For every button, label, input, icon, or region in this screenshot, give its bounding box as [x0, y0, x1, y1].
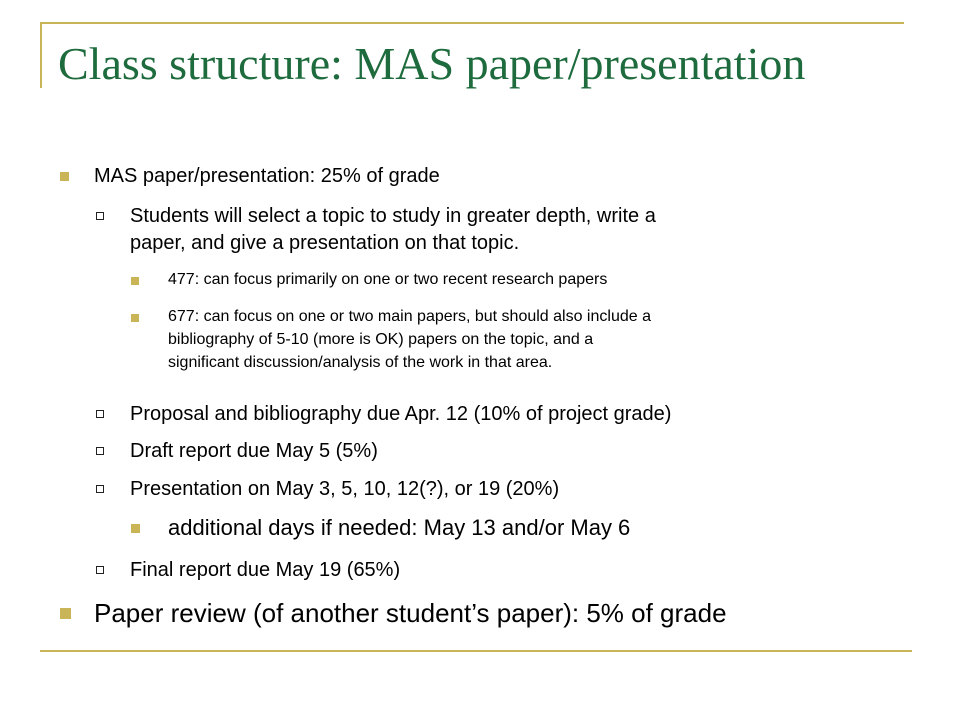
bullet-text-line-2: bibliography of 5-10 (more is OK) papers on the topic, and a — [168, 331, 594, 348]
hollow-square-bullet-icon — [96, 485, 104, 493]
left-rule — [40, 22, 42, 88]
bullet-text: Final report due May 19 (65%) — [130, 559, 401, 581]
bottom-rule — [40, 650, 912, 652]
square-bullet-icon — [131, 277, 139, 285]
bullet-text: Proposal and bibliography due Apr. 12 (10% of project grade) — [130, 403, 672, 425]
bullet-text: 477: can focus primarily on one or two recent research papers — [168, 271, 608, 288]
bullet-text-line-2: paper, and give a presentation on that topic. — [130, 232, 520, 254]
square-bullet-icon — [131, 314, 139, 322]
hollow-square-bullet-icon — [96, 212, 104, 220]
square-bullet-icon — [60, 608, 71, 619]
square-bullet-icon — [131, 524, 140, 533]
square-bullet-icon — [60, 172, 69, 181]
hollow-square-bullet-icon — [96, 410, 104, 418]
slide-title: Class structure: MAS paper/presentation — [58, 38, 806, 89]
bullet-text: MAS paper/presentation: 25% of grade — [94, 165, 440, 187]
bullet-text-line-3: significant discussion/analysis of the work in that area. — [168, 354, 553, 371]
bullet-text: Paper review (of another student’s paper): 5% of grade — [94, 598, 727, 628]
bullet-text: Presentation on May 3, 5, 10, 12(?), or 19 (20%) — [130, 478, 560, 500]
bullet-text: Draft report due May 5 (5%) — [130, 440, 378, 462]
bullet-text-line-1: 677: can focus on one or two main papers, but should also include a — [168, 308, 651, 325]
hollow-square-bullet-icon — [96, 566, 104, 574]
bullet-text-line-1: Students will select a topic to study in greater depth, write a — [130, 205, 656, 227]
bullet-text: additional days if needed: May 13 and/or May 6 — [168, 515, 631, 540]
hollow-square-bullet-icon — [96, 447, 104, 455]
top-rule — [40, 22, 904, 24]
